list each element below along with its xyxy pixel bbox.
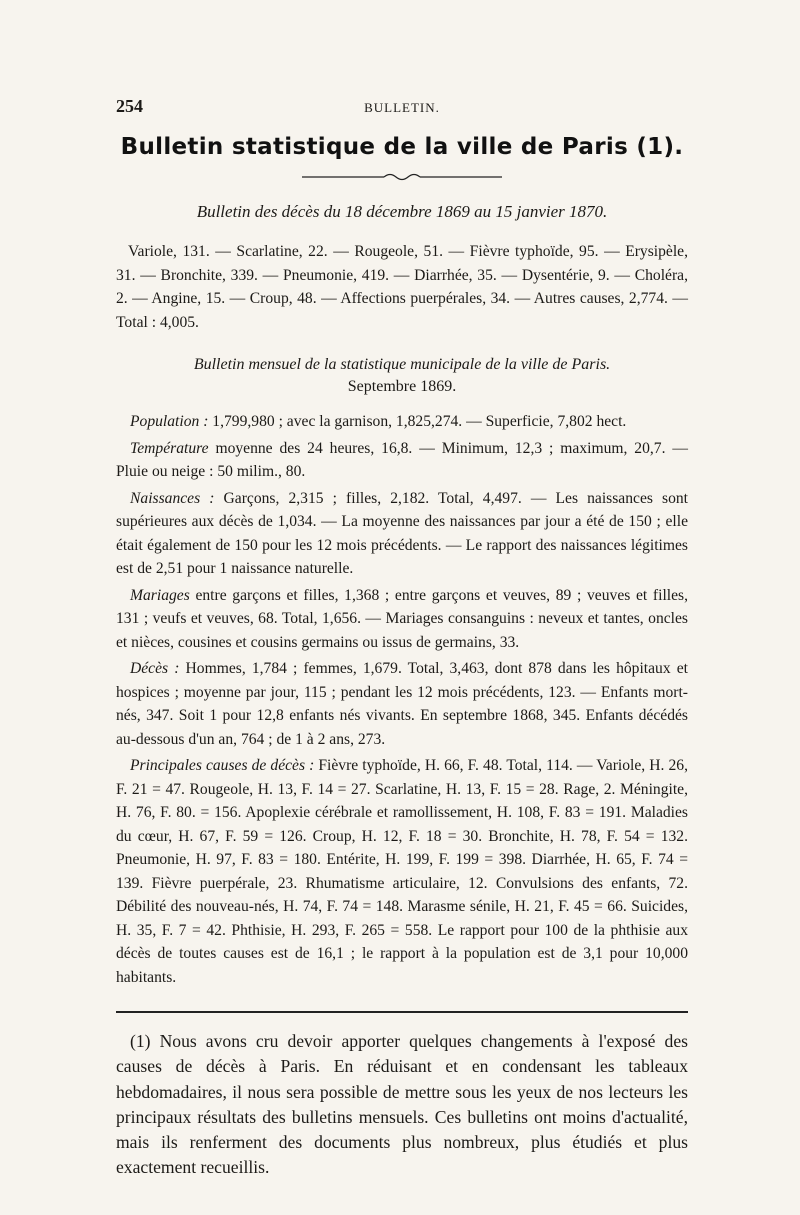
section-text: moyenne des 24 heures, 16,8. — Minimum, 12,3 ; maximum, 20,7. — Pluie ou neige : 50 milim., 80. [116,439,688,480]
section-births [116,487,688,581]
section-lead: Température [130,439,209,457]
section-text: Hommes, 1,784 ; femmes, 1,679. Total, 3,463, dont 878 dans les hôpitaux et hospices ; moyenne par jour, 115 ; pendant les 12 mois précédents, 123. — Enfants mort-nés, 347. Soit 1 pour 12,8 enfants nés vivants. En septembre 1868, 345. Enfants décédés au-dessous d'un an, 764 ; de 1 à 2 ans, 273. [116,660,689,748]
section-text: Garçons, 2,315 ; filles, 2,182. Total, 4,497. — Les naissances sont supérieures aux décès de 1,034. — La moyenne des naissances par jour a été de 150 ; elle était également de 150 pour les 12 mois précédents. — Le rapport des naissances légitimes est de 2,51 pour 1 naissance naturelle. [116,489,689,577]
section-lead: Naissances : [130,489,215,507]
section-population [116,410,688,434]
deaths-bulletin-subtitle: Bulletin des décès du 18 décembre 1869 au 15 janvier 1870. [196,202,608,221]
section-text: entre garçons et filles, 1,368 ; entre garçons et veuves, 89 ; veuves et filles, 131 ; veufs et veuves, 68. Total, 1,656. — Mariages consanguins : neveux et tantes, oncles et nièces, cousines et cousins germains ou issus de germains, 33. [116,586,688,651]
ornament-divider [302,172,502,182]
footnote: (1) Nous avons cru devoir apporter quelques changements à l'exposé des causes de décès à Paris. En réduisant et en condensant les tableaux hebdomadaires, il nous sera possible de mettre sous les yeux de nos lecteurs les principaux résultats des bulletins mensuels. Ces bulletins ont moins d'actualité, mais ils renferment des documents plus nombreux, plus étudiés et plus exactement recueillis. [116,1031,688,1178]
page-title: Bulletin statistique de la ville de Paris (1). [120,134,684,160]
section-text: 1,799,980 ; avec la garnison, 1,825,274. — Superficie, 7,802 hect. [208,413,627,430]
deaths-bulletin-text: Variole, 131. — Scarlatine, 22. — Rougeole, 51. — Fièvre typhoïde, 95. — Erysipèle, 31. — Bronchite, 339. — Pneumonie, 419. — Diarrhée, 35. — Dysentérie, 9. — Choléra, 2. — Angine, 15. — Croup, 48. — Affections puerpérales, 34. — Autres causes, 2,774. — Total : 4,005. [116,243,688,331]
running-header [116,96,688,120]
section-text: Fièvre typhoïde, H. 66, F. 48. Total, 114. — Variole, H. 26, F. 21 = 47. Rougeole, H. 13, F. 14 = 27. Scarlatine, H. 13, F. 15 = 28. Rage, 2. Méningite, H. 76, F. 80. = 156. Apoplexie cérébrale et ramollissement, H. 108, F. 83 = 191. Maladies du cœur, H. 67, F. 59 = 126. Croup, H. 12, F. 18 = 30. Bronchite, H. 78, F. 54 = 132. Pneumonie, H. 97, F. 83 = 180. Entérite, H. 199, F. 199 = 398. Diarrhée, H. 65, F. 74 = 139. Fièvre puerpérale, 23. Rhumatisme articulaire, 12. Convulsions des enfants, 72. Débilité des nouveau-nés, H. 74, F. 74 = 148. Marasme sénile, H. 21, F. 45 = 66. Suicides, H. 35, F. 7 = 42. Phthisie, H. 293, F. 265 = 558. Le rapport pour 100 de la phthisie aux décès de toutes causes est de 16,1 ; le rapport à la population est de 3,1 pour 10,000 habitants. [116,757,689,986]
section-marriages [116,584,688,655]
monthly-bulletin-date: Septembre 1869. [347,378,457,395]
section-lead: Décès : [130,660,180,677]
document-page [116,96,688,1198]
section-lead: Mariages [130,586,190,604]
section-lead: Principales causes de décès : [130,757,315,774]
monthly-bulletin-heading: Bulletin mensuel de la statistique municipale de la ville de Paris. [193,356,611,373]
page-number: 254 [116,96,143,116]
running-title: BULLETIN. [364,100,440,115]
section-temperature [116,437,688,484]
section-causes-of-death [116,754,688,989]
section-lead: Population : [130,413,209,430]
section-deaths [116,657,688,751]
footnote-rule [116,1011,688,1013]
